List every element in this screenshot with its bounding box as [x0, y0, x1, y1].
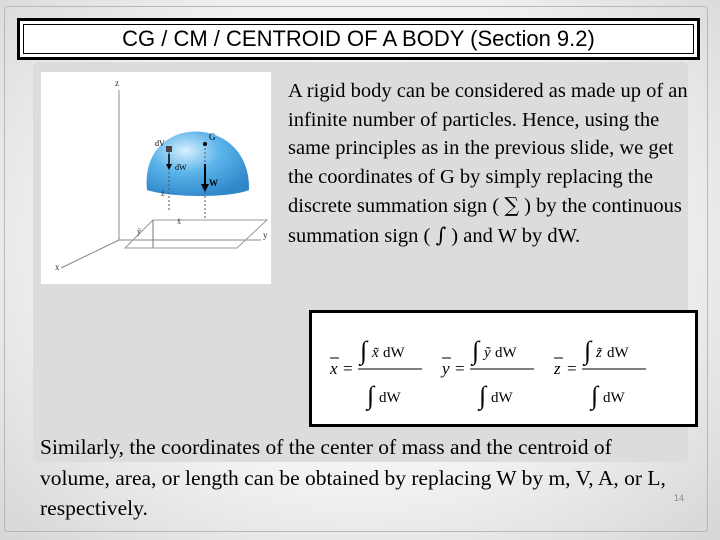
equals-sign: =	[343, 359, 353, 378]
integral-sign-denominator: ∫	[367, 381, 375, 410]
equals-sign: =	[455, 359, 465, 378]
centroid-equations	[312, 313, 695, 424]
w-label: W	[209, 178, 218, 188]
z-bar-label: z̃	[161, 189, 165, 198]
denominator-differential: dW	[603, 390, 625, 406]
centroid-equations-box	[309, 310, 698, 427]
paragraph-part-1: A rigid body can be considered as made up of an infinite number of particles. Hence, using the same principles as in the previous slide, we get the coordinates of G by simply replacing the discrete summation sign (	[288, 80, 688, 218]
integral-sign-numerator: ∫	[472, 336, 480, 365]
body-paragraph	[288, 77, 693, 251]
numerator-differential: dW	[383, 345, 405, 361]
equation-y	[440, 336, 534, 411]
z-axis-label: z	[115, 78, 119, 88]
integral-sign-numerator: ∫	[360, 336, 368, 365]
equation-z	[553, 336, 646, 411]
paragraph-part-3: ) and W by dW.	[446, 224, 581, 247]
numerator-variable: ỹ	[484, 345, 491, 361]
equation-lhs: z	[554, 359, 561, 378]
x-axis-label: x	[55, 262, 60, 272]
rigid-body-diagram	[41, 72, 271, 284]
numerator-variable: x̃	[372, 345, 379, 361]
dw-label: dW	[175, 163, 187, 172]
summation-symbol: ∑	[504, 193, 519, 218]
slide-title: CG / CM / CENTROID OF A BODY (Section 9.2)	[122, 26, 595, 51]
dv-label: dV	[155, 139, 165, 148]
title-box	[17, 18, 700, 60]
equals-sign: =	[567, 359, 577, 378]
equation-lhs: x	[330, 359, 338, 378]
denominator-differential: dW	[379, 390, 401, 406]
y-bar-label: ỹ	[137, 227, 141, 236]
equation-x	[329, 336, 422, 411]
rigid-body-figure	[41, 72, 271, 284]
numerator-differential: dW	[607, 345, 629, 361]
ground-plane	[125, 220, 267, 248]
g-label: G	[209, 132, 216, 142]
integral-symbol: ∫	[435, 222, 447, 247]
denominator-differential: dW	[491, 390, 513, 406]
numerator-differential: dW	[495, 345, 517, 361]
g-point	[203, 142, 207, 146]
integral-sign-numerator: ∫	[584, 336, 592, 365]
dv-element	[166, 146, 172, 152]
paragraph-part-2: ) by the continuous summation sign (	[288, 195, 682, 247]
x-bar-label: x̃	[177, 217, 181, 226]
closing-paragraph: Similarly, the coordinates of the center of mass and the centroid of volume, area, or length can be obtained by replacing W by m, V, A, or L, respectively.	[40, 435, 666, 520]
equation-lhs: y	[442, 359, 450, 378]
numerator-variable: z̃	[596, 345, 602, 361]
integral-sign-denominator: ∫	[591, 381, 599, 410]
page-number: 14	[674, 493, 685, 503]
integral-sign-denominator: ∫	[479, 381, 487, 410]
x-axis-line	[61, 240, 119, 268]
y-axis-label: y	[263, 230, 268, 240]
